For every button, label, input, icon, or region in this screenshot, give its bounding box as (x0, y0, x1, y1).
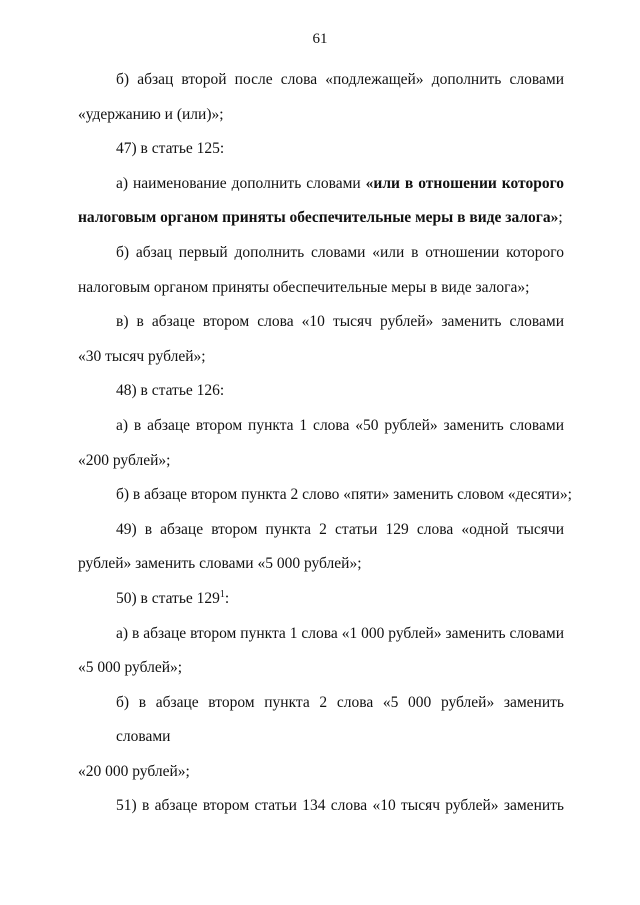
text-line: 47) в статье 125: (116, 140, 225, 158)
text-line: налоговым органом приняты обеспечительные меры в виде залога»; (78, 278, 530, 296)
text-line: «30 тысяч рублей»; (78, 347, 206, 365)
plain-text: 50) в статье 129 (116, 589, 220, 607)
plain-text: а) наименование дополнить словами (116, 174, 366, 192)
paragraph-v-abzac-vtorom (78, 305, 564, 374)
bold-text: налоговым органом приняты обеспечительные меры в виде залога» (78, 209, 559, 227)
text-line: б) в абзаце втором пункта 2 слово «пяти» заменить словом «десяти»; (116, 486, 572, 504)
text-line: «5 000 рублей»; (78, 659, 183, 677)
plain-text: : (224, 589, 230, 607)
paragraph-item-50 (78, 582, 564, 617)
paragraph-item-48 (78, 374, 564, 409)
text-line: 49) в абзаце втором пункта 2 статьи 129 слова «одной тысячи (116, 520, 564, 538)
superscript: 1 (219, 588, 225, 600)
text-line (78, 201, 564, 236)
paragraph-item-49 (78, 513, 564, 582)
paragraph-b-punkt-2-5000 (78, 686, 564, 790)
paragraph-a-punkt-1 (78, 409, 564, 478)
text-line: «удержанию и (или)»; (78, 105, 224, 123)
text-line: «20 000 рублей»; (78, 762, 190, 780)
document-body (78, 63, 572, 824)
text-line: 51) в абзаце втором статьи 134 слова «10 тысяч рублей» заменить (116, 797, 564, 815)
text-line: рублей» заменить словами «5 000 рублей»; (78, 555, 362, 573)
plain-text: ; (558, 209, 563, 227)
text-line: б) абзац второй после слова «подлежащей» дополнить словами (116, 71, 564, 88)
paragraph-item-47 (78, 132, 564, 167)
text-line: б) в абзаце втором пункта 2 слова «5 000 рублей» заменить словами (116, 693, 564, 746)
paragraph-item-51 (78, 789, 564, 824)
text-line: а) в абзаце втором пункта 1 слова «1 000 рублей» заменить словами (116, 624, 564, 642)
text-line: в) в абзаце втором слова «10 тысяч рублей» заменить словами (116, 313, 564, 331)
text-line (78, 582, 564, 617)
text-line: «200 рублей»; (78, 451, 171, 469)
page-number: 61 (312, 31, 328, 47)
paragraph-b-abzac-vtoroy (78, 63, 564, 132)
bold-text: «или в отношении которого (365, 174, 564, 192)
paragraph-a-naimenovanie (78, 167, 564, 236)
text-line: 48) в статье 126: (116, 382, 225, 400)
text-line (78, 167, 564, 202)
text-line: а) в абзаце втором пункта 1 слова «50 рублей» заменить словами (116, 416, 564, 434)
paragraph-b-abzac-perviy (78, 236, 564, 305)
paragraph-b-punkt-2 (78, 478, 572, 513)
text-line: б) абзац первый дополнить словами «или в отношении которого (116, 243, 564, 261)
paragraph-a-punkt-1-1000 (78, 617, 564, 686)
